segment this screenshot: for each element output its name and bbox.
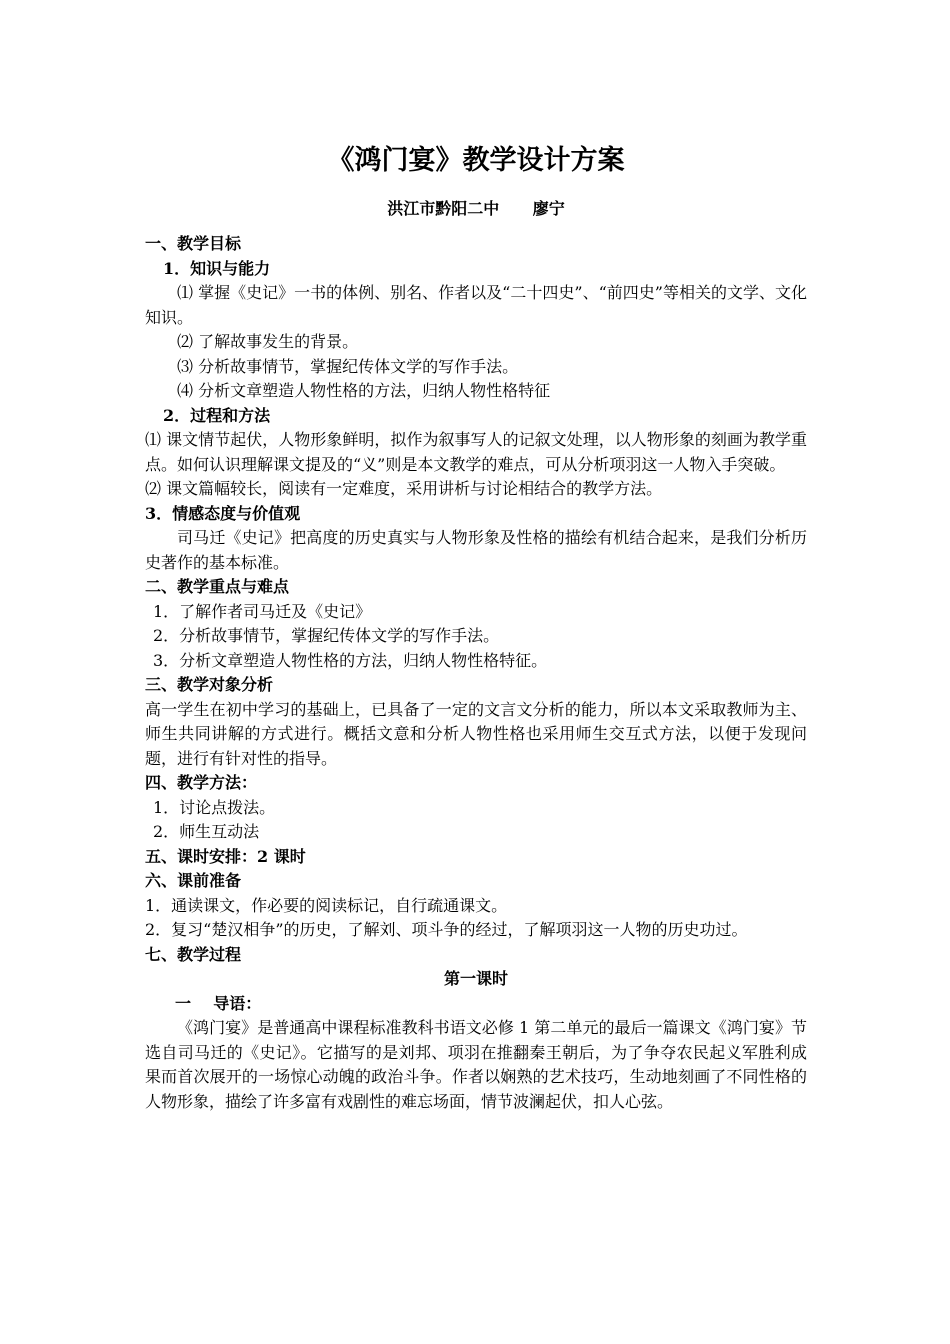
paragraph: 2．复习“楚汉相争”的历史，了解刘、项斗争的经过，了解项羽这一人物的历史功过。	[145, 920, 748, 939]
section-heading: 二、教学重点与难点	[145, 577, 290, 596]
paragraph: ⑶ 分析故事情节，掌握纪传体文学的写作手法。	[177, 356, 519, 376]
section-heading: 七、教学过程	[145, 944, 242, 964]
paragraph: ⑵ 了解故事发生的背景。	[177, 332, 359, 351]
section-heading: 三、教学对象分析	[145, 675, 274, 694]
paragraph: ⑷ 分析文章塑造人物性格的方法，归纳人物性格特征	[177, 381, 551, 400]
section-heading: 四、教学方法：	[145, 773, 258, 792]
subsection-heading: 2．过程和方法	[163, 405, 271, 425]
document-body	[145, 232, 807, 1114]
paragraph: 1．了解作者司马迁及《史记》	[153, 601, 372, 621]
document-author: 洪江市黔阳二中 廖宁	[387, 199, 565, 218]
subsection-heading: 3．情感态度与价值观	[145, 503, 301, 523]
paragraph: 《鸿门宴》是普通高中课程标准教科书语文必修 1 第二单元的最后一篇课文《鸿门宴》节选自司马迁的《史记》。它描写的是刘邦、项羽在推翻秦王朝后，为了争夺农民起义军胜利成果而首次展开的一场惊心动魄的政治斗争。作者以娴熟的艺术技巧，生动地刻画了不同性格的人物形象，描绘了许多富有戏剧性的难忘场面，情节波澜起伏，扣人心弦。	[145, 1018, 807, 1111]
paragraph: 1．通读课文，作必要的阅读标记，自行疏通课文。	[145, 895, 508, 915]
paragraph: 2．分析故事情节，掌握纪传体文学的写作手法。	[153, 626, 500, 645]
paragraph: 司马迁《史记》把高度的历史真实与人物形象及性格的描绘有机结合起来，是我们分析历史著作的基本标准。	[145, 528, 807, 572]
paragraph: ⑴ 课文情节起伏，人物形象鲜明，拟作为叙事写人的记叙文处理，以人物形象的刻画为教学重点。如何认识理解课文提及的“义”则是本文教学的难点，可从分析项羽这一人物入手突破。	[145, 430, 807, 474]
paragraph: ⑵ 课文篇幅较长，阅读有一定难度，采用讲析与讨论相结合的教学方法。	[145, 479, 663, 498]
section-heading: 五、课时安排：2 课时	[145, 846, 306, 866]
paragraph: 高一学生在初中学习的基础上，已具备了一定的文言文分析的能力，所以本文采取教师为主、师生共同讲解的方式进行。概括文意和分析人物性格也采用师生交互式方法，以便于发现问题，进行有针对性的指导。	[145, 699, 807, 768]
document-title: 《鸿门宴》教学设计方案	[327, 145, 625, 176]
step-heading: 一 导语：	[175, 993, 262, 1013]
section-heading: 一、教学目标	[145, 234, 242, 253]
paragraph: 3．分析文章塑造人物性格的方法，归纳人物性格特征。	[153, 650, 548, 670]
document-page	[145, 140, 807, 1114]
paragraph: 1．讨论点拨法。	[153, 797, 276, 817]
paragraph: ⑴ 掌握《史记》一书的体例、别名、作者以及“二十四史”、“前四史”等相关的文学、文化知识。	[145, 283, 807, 327]
subsection-heading: 1．知识与能力	[163, 258, 271, 278]
section-heading: 六、课前准备	[145, 871, 242, 890]
lesson-heading: 第一课时	[443, 969, 508, 988]
paragraph: 2．师生互动法	[153, 822, 260, 841]
